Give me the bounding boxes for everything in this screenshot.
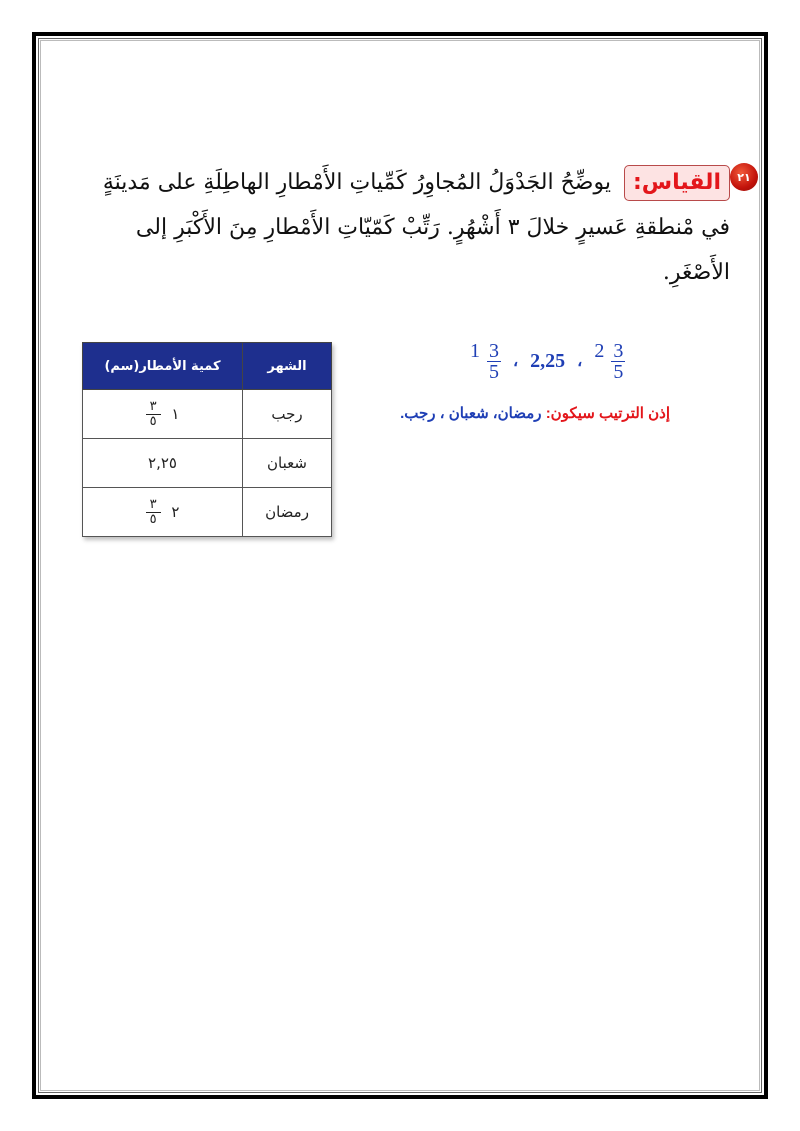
amount-whole: ٢ <box>171 503 180 521</box>
table-row <box>83 488 332 537</box>
cell-amount <box>83 488 243 537</box>
table-header-row <box>83 343 332 390</box>
answer-separator: ، <box>577 353 583 370</box>
answer-denominator: 5 <box>489 361 499 383</box>
question-label: القياس: <box>624 165 730 201</box>
table-row <box>83 390 332 439</box>
answer-value-1 <box>470 340 501 382</box>
answer-value-3 <box>594 340 625 382</box>
answer-numerator: 3 <box>489 340 499 362</box>
amount-whole: ١ <box>171 405 180 423</box>
answer-separator: ، <box>513 353 519 370</box>
cell-month: شعبان <box>243 439 332 488</box>
question-text-block <box>90 160 730 295</box>
fraction-denominator: ٥ <box>149 511 157 527</box>
answer-whole: 1 <box>470 340 480 362</box>
answer-fraction <box>611 341 625 382</box>
answer-whole: 2 <box>594 340 605 362</box>
question-number: ٢١ <box>737 170 751 184</box>
table-row <box>83 439 332 488</box>
conclusion-text: رمضان، شعبان ، رجب. <box>400 405 542 422</box>
answer-value-2: 2,25 <box>530 349 566 372</box>
cell-month: رجب <box>243 390 332 439</box>
fraction-denominator: ٥ <box>149 413 157 429</box>
question-body: يوضِّحُ الجَدْوَلُ المُجاوِرُ كَمِّياتِ الأَمْطارِ الهاطِلَةِ على مَدينَةٍ في مْنطقةِ عَسيرٍ خلالَ ٣ أَشْهُرٍ. رَتِّبْ كَمّيّاتِ الأَمْطارِ مِنَ الأَكْبَرِ إلى الأَصْغَرِ. <box>102 170 730 285</box>
answer-values <box>470 340 625 382</box>
rainfall-table <box>82 342 332 537</box>
header-amount: كمية الأمطار(سم) <box>83 343 243 390</box>
header-month: الشهر <box>243 343 332 390</box>
answer-conclusion <box>370 403 670 424</box>
cell-amount <box>83 390 243 439</box>
conclusion-label: إذن الترتيب سيكون: <box>545 405 670 422</box>
answer-denominator: 5 <box>613 361 624 383</box>
cell-month: رمضان <box>243 488 332 537</box>
amount-fraction <box>146 498 161 527</box>
fraction-numerator: ٣ <box>146 498 161 513</box>
answer-fraction <box>487 341 501 382</box>
answer-numerator: 3 <box>613 340 624 362</box>
fraction-numerator: ٣ <box>146 400 161 415</box>
question-number-badge <box>730 163 758 191</box>
cell-amount: ٢,٢٥ <box>83 439 243 488</box>
amount-fraction <box>146 400 161 429</box>
